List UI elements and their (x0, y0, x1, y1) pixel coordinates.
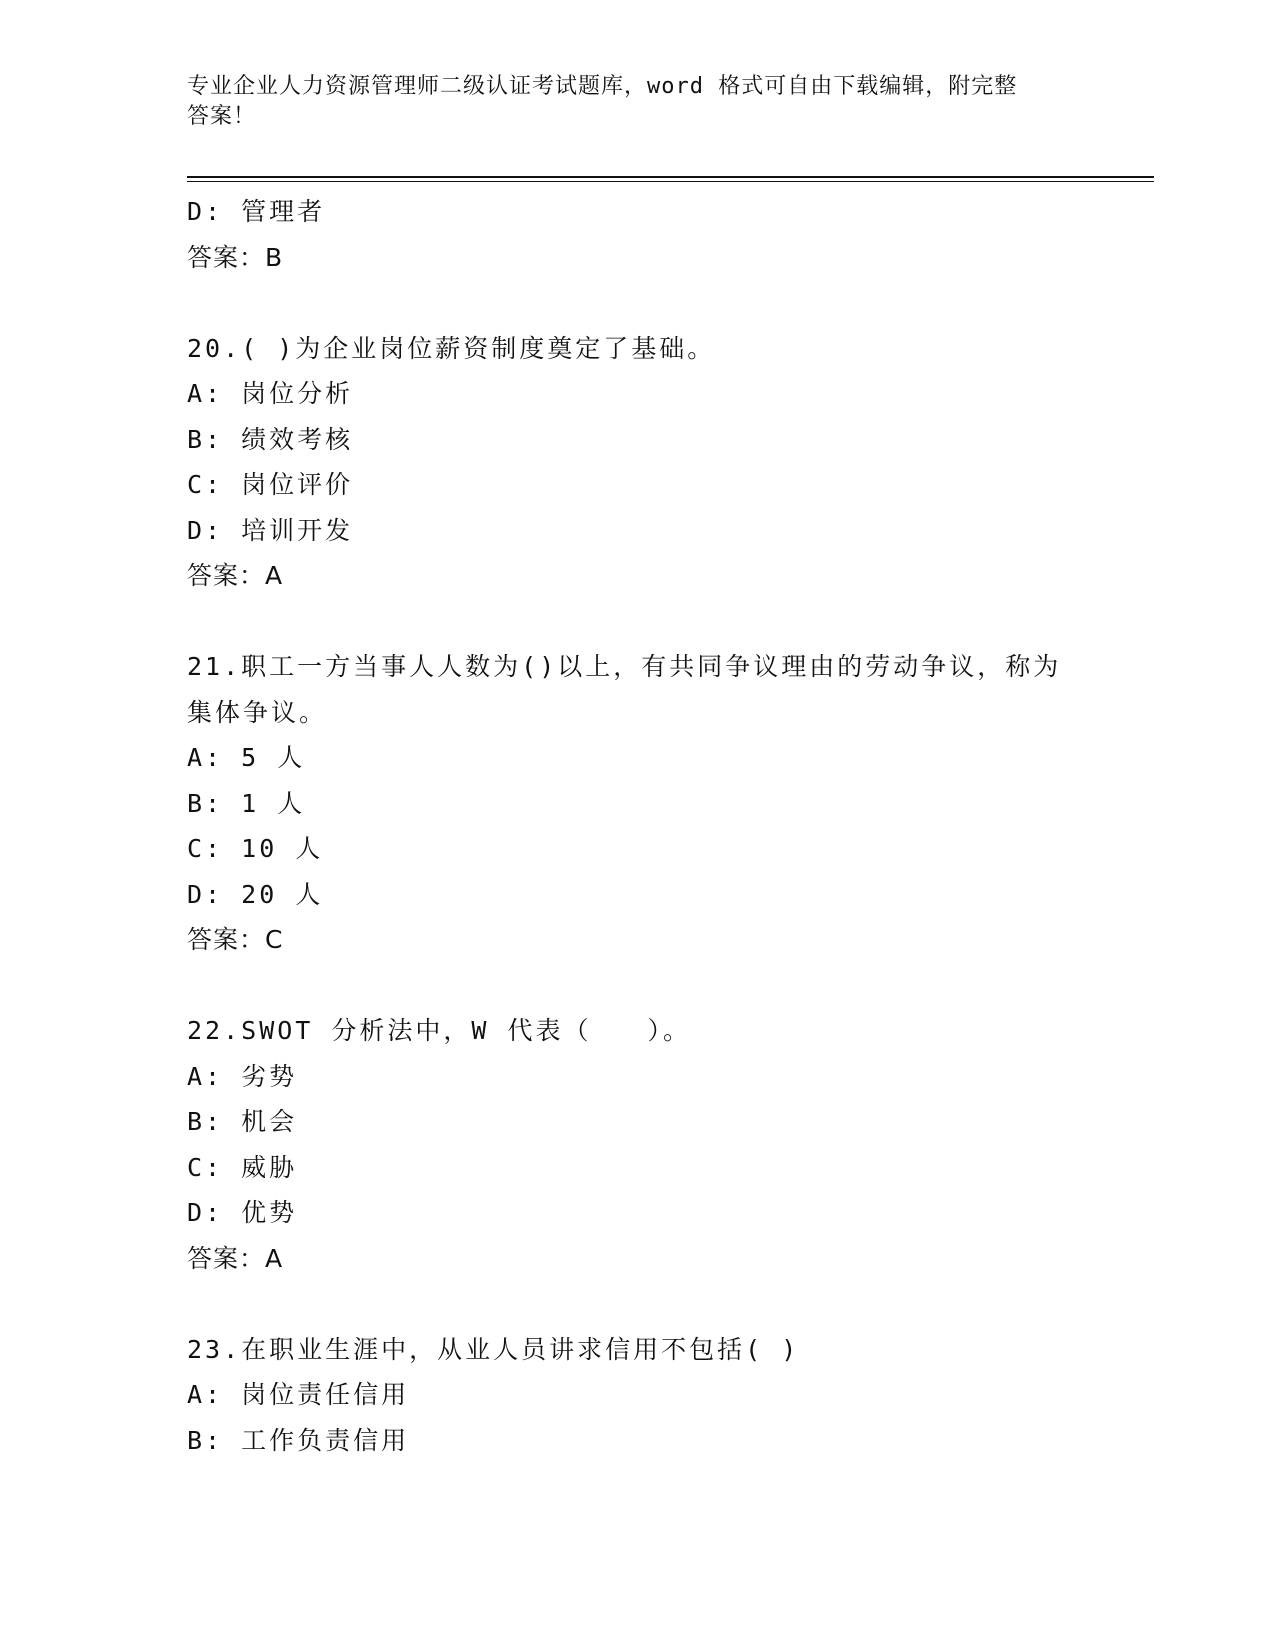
option-line: A: 5 人 (187, 743, 306, 772)
header-divider (187, 176, 1154, 182)
option-line: B: 工作负责信用 (187, 1425, 410, 1455)
question-text: 22.SWOT 分析法中，W 代表（ ）。 (187, 1016, 692, 1045)
option-line: A: 岗位分析 (187, 379, 354, 408)
option-line: C: 10 人 (187, 834, 324, 863)
option-line: B: 绩效考核 (187, 424, 354, 454)
answer-line: 答案：A (187, 1243, 284, 1273)
option-line: D: 培训开发 (187, 515, 354, 545)
spacer (187, 1281, 1087, 1327)
question-text: 21.职工一方当事人人数为()以上，有共同争议理由的劳动争议，称为 (187, 652, 1062, 681)
option-line: B: 机会 (187, 1107, 298, 1136)
option-line: D: 管理者 (187, 197, 326, 226)
question-text: 23.在职业生涯中，从业人员讲求信用不包括( ) (187, 1334, 800, 1364)
option-line: A: 劣势 (187, 1061, 298, 1091)
spacer (187, 963, 1087, 1009)
page-header (187, 72, 1067, 132)
question-text: 20.( )为企业岗位薪资制度奠定了基础。 (187, 333, 716, 363)
option-line: C: 威胁 (187, 1152, 298, 1182)
option-line: D: 优势 (187, 1198, 298, 1227)
spacer (187, 599, 1087, 645)
answer-line: 答案：A (187, 561, 284, 590)
answer-line: 答案：B (187, 242, 284, 272)
question-text: 集体争议。 (187, 697, 328, 727)
option-line: B: 1 人 (187, 788, 306, 818)
answer-line: 答案：C (187, 925, 284, 954)
spacer (187, 280, 1087, 326)
header-line-1: 专业企业人力资源管理师二级认证考试题库，word 格式可自由下载编辑，附完整 (187, 74, 1018, 99)
question-list (187, 189, 1087, 1463)
option-line: A: 岗位责任信用 (187, 1380, 410, 1409)
option-line: D: 20 人 (187, 879, 324, 909)
header-line-2: 答案！ (187, 104, 257, 129)
option-line: C: 岗位评价 (187, 470, 354, 499)
